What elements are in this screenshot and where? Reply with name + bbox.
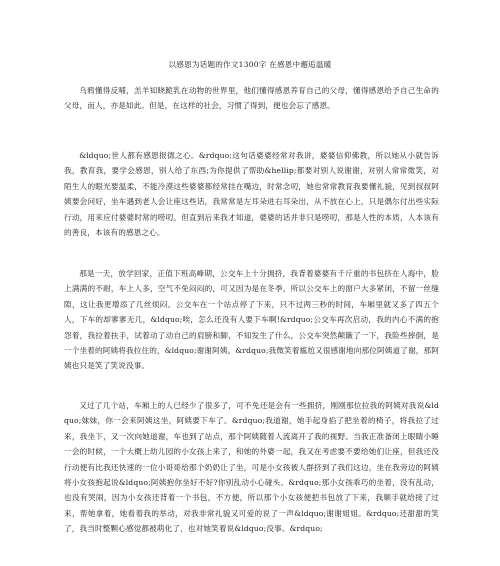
article-paragraph-1: 乌鸦懂得反哺，羔羊知晓跪乳在动物的世界里，他们懂得感恩养育自己的父母，懂得感恩给予自己生命的父母，而人，亦是如此。但是，在这样的社会，习惯了得到，便也会忘了感恩。 xyxy=(64,86,439,111)
article-paragraph-2: &ldquo;世人都有感恩报德之心。&rdquo;这句话婆婆经常对我讲，婆婆信仰佛教，所以她从小就告诉我，教育我，要学会感恩，别人给了东西;为你提供了帮助&hellip;都要对别人说谢谢，对别人常常微笑，对陌生人的眼光要温柔，不能冷漠这些婆婆都经常挂在嘴边，时常念叨，她也常常教育我要懂礼貌，见到叔叔阿姨要会问好，坐车遇到老人会让座这些话，我常常是左耳朵进右耳朵出，从不放在心上，只是偶尔付出些实际行动，用来应付婆婆时常的唠叨。但直到后来我才知道，婆婆的话并非只是唠叨，那是人性的本质，人本该有的善良，本该有的感恩之心。 xyxy=(64,151,439,238)
article-paragraph-3: 那是一天，放学回家，正值下班高峰期，公交车上十分拥挤，我背着婆婆有千斤重的书包挤在人海中，脸上满满的不耐，车上人多，空气不免闷闷的，可又因为是在冬季，所以公交车上的窗户大多紧闭，不留一丝缝隙，这让我更增添了几丝烦闷。公交车在一个站点停了下来，只不过两三秒的时间，车厢里就又多了四五个人，下车的却寥寥无几，&ldquo;唉，怎么还没有人要下车啊!&rdquo;公交车再次启动，我的内心不满的抱怨着，我拉着扶手，试着动了动自己的肩膀和脚，不知发生了什么，公交车突然颠簸了一下，我险些摔倒，是一个坐着的阿姨将我拉住的，&ldquo;谢谢阿姨。&rdquo;我微笑着尴尬又很感谢地向那位阿姨道了谢，那阿姨也只是笑了笑说没事。 xyxy=(64,269,439,371)
article-paragraph-4: 又过了几个站，车厢上的人已经少了很多了，可不免还是会有一些拥挤，刚刚那位拉我的阿姨对我说&ldquo;妹妹，你一会来阿姨这坐，阿姨要下车了。&rdquo;我道谢，她手起身掐了把坐着的椅子，将我拉了过来，我坐下，又一次向她道谢，车也到了站点，那个阿姨随着人流离开了我的视野。当我正准备闭上眼睛小睡一会的时候，一个大概上幼儿园的小女孩上来了，和她的外婆一起，我又在考虑要不要给她们让座，但我还没行动便有比我还快速的一位小哥哥给那个奶奶让了坐，可是小女孩被人群挤到了我们这边，坐在我旁边的阿姨将小女孩抱起说&ldquo;阿姨抱你坐好不好?你别乱动小心碰头。&rdquo;那小女孩乖巧的坐着，没有乱动，也没有哭闹，因为小女孩还背着一个书包，不方便，所以那个小女孩便把书包放了下来，我顺手就给接了过来，帮她拿着，她看着我的举动，对我非常礼貌又可爱的说了一声&ldquo;谢谢姐姐。&rdquo;还甜甜的笑了，我当时整颗心感觉都被萌化了，也对她笑着说&ldquo;没事。&rdquo; xyxy=(64,401,439,534)
article-title: 以感恩为话题的作文1300字 在感恩中邂逅温暖 xyxy=(168,60,332,69)
